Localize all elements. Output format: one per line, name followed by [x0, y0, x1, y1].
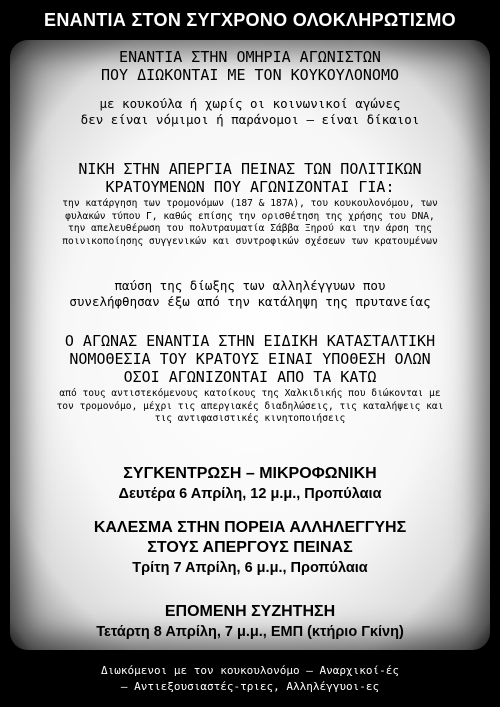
text-line: με κουκούλα ή χωρίς οι κοινωνικοί αγώνες	[99, 96, 401, 111]
poster-title: ΕΝΑΝΤΙΑ ΣΤΟΝ ΣΥΓΧΡΟΝΟ ΟΛΟΚΛΗΡΩΤΙΣΜΟ	[44, 9, 456, 30]
text-line: την κατάργηση των τρομονόμων (187 & 187Α), του κουκουλονόμου, των	[62, 198, 438, 209]
poster-signature	[0, 650, 500, 707]
signature-line: Διωκόμενοι με τον κουκουλονόμο – Αναρχικοί-ές	[100, 663, 399, 677]
section-hunger-strike-heading	[20, 160, 480, 196]
event-title: ΣΤΟΥΣ ΑΠΕΡΓΟΥΣ ΠΕΙΝΑΣ	[147, 539, 353, 556]
event-details: Τετάρτη 8 Απρίλη, 7 μ.μ., ΕΜΠ (κτήριο Γκίνη)	[96, 624, 404, 640]
heading-line: ΠΟΥ ΔΙΩΚΟΝΤΑΙ ΜΕ ΤΟΝ ΚΟΥΚΟΥΛΟΝΟΜΟ	[100, 66, 399, 84]
poster-body	[20, 42, 480, 648]
heading-line: Ο ΑΓΩΝΑΣ ΕΝΑΝΤΙΑ ΣΤΗΝ ΕΙΔΙΚΗ ΚΑΤΑΣΤΑΛΤΙΚΗ	[64, 332, 436, 350]
event-details: Τρίτη 7 Απρίλη, 6 μ.μ., Προπύλαια	[132, 560, 368, 576]
event-title: ΕΠΟΜΕΝΗ ΣΥΖΗΤΗΣΗ	[164, 603, 336, 620]
text-line: τον τρομονόμο, μέχρι τις απεργιακές διαδηλώσεις, τις καταλήψεις και	[56, 400, 444, 412]
section-hostage-heading	[20, 48, 480, 84]
heading-line: ΟΣΟΙ ΑΓΩΝΙΖΟΝΤΑΙ ΑΠΟ ΤΑ ΚΑΤΩ	[123, 368, 377, 386]
event-title: ΚΑΛΕΣΜΑ ΣΤΗΝ ΠΟΡΕΙΑ ΑΛΛΗΛΕΓΓΥΗΣ	[93, 519, 407, 536]
text-line: την απελευθέρωση του πολυτραυματία Σάββα Ξηρού και την άρση της	[68, 223, 432, 235]
heading-line: ΝΟΜΟΘΕΣΙΑ ΤΟΥ ΚΡΑΤΟΥΣ ΕΙΝΑΙ ΥΠΟΘΕΣΗ ΟΛΩΝ	[69, 350, 431, 368]
heading-line: ΚΡΑΤΟΥΜΕΝΩΝ ΠΟΥ ΑΓΩΝΙΖΟΝΤΑΙ ΓΙΑ:	[105, 178, 395, 196]
section-hostage-text	[20, 96, 480, 128]
section-repression-text	[20, 388, 480, 426]
text-line: από τους αντιστεκόμενους κατοίκους της Χαλκιδικής που διώκονται με	[59, 388, 441, 399]
heading-line: ΕΝΑΝΤΙΑ ΣΤΗΝ ΟΜΗΡΙΑ ΑΓΩΝΙΣΤΩΝ	[119, 48, 381, 66]
event-discussion	[20, 602, 480, 642]
signature-line: – Αντιεξουσιαστές-τριες, Αλληλέγγυοι-ες	[120, 679, 380, 693]
section-solidarity-text	[20, 278, 480, 310]
section-repression-heading	[20, 332, 480, 386]
text-line: φυλακών τύπου Γ, καθώς επίσης την ορισθέτηση της χρήσης του DNA,	[65, 210, 435, 222]
section-hunger-strike-demands	[20, 198, 480, 248]
event-march	[20, 518, 480, 578]
text-line: παύση της δίωξης των αλληλέγγυων που	[114, 278, 386, 293]
event-rally	[20, 464, 480, 504]
text-line: δεν είναι νόμιμοι ή παράνομοι – είναι δίκαιοι	[80, 112, 420, 127]
text-line: τις αντιφασιστικές κινητοποιήσεις	[154, 413, 346, 425]
text-line: ποινικοποίησης συγγενικών και συντροφικών σχέσεων των κρατουμένων	[62, 235, 438, 247]
heading-line: ΝΙΚΗ ΣΤΗΝ ΑΠΕΡΓΙΑ ΠΕΙΝΑΣ ΤΩΝ ΠΟΛΙΤΙΚΩΝ	[78, 160, 422, 178]
event-title: ΣΥΓΚΕΝΤΡΩΣΗ – ΜΙΚΡΟΦΩΝΙΚΗ	[123, 465, 377, 482]
text-line: συνελήφθησαν έξω από την κατάληψη της πρυτανείας	[69, 294, 431, 309]
event-details: Δευτέρα 6 Απρίλη, 12 μ.μ., Προπύλαια	[118, 486, 382, 502]
